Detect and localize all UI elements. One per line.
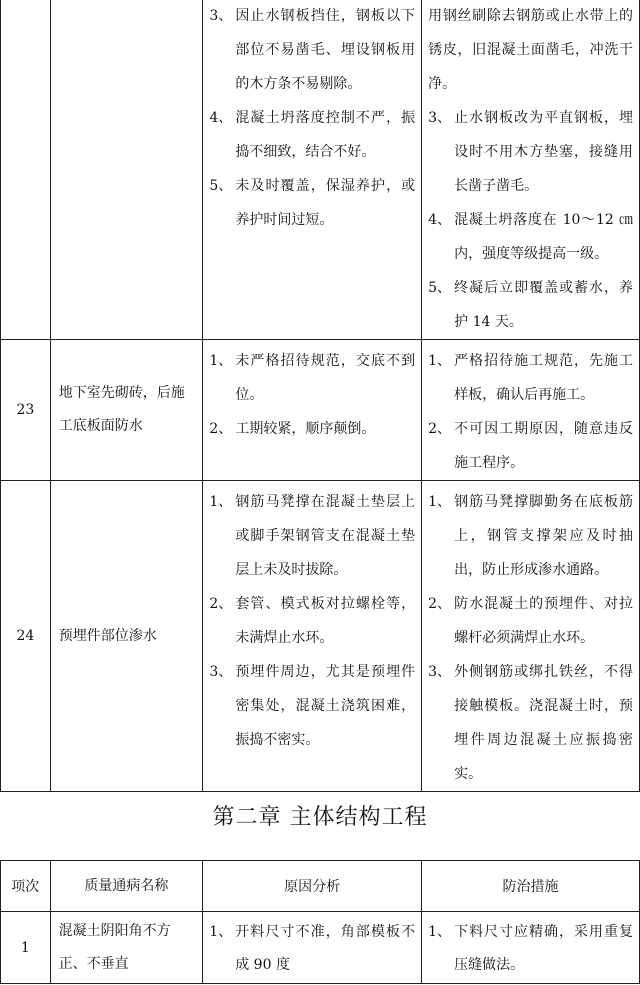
measure-item <box>428 271 633 339</box>
defect-name: 混凝土阴阳角不方正、不垂直 <box>50 912 203 984</box>
chapter-title: 第二章 主体结构工程 <box>212 805 428 830</box>
item-number: 24 <box>1 481 51 792</box>
item-text: 钢筋马凳撑脚勤务在底板筋上，钢管支撑架应及时抽出，防止形成渗水通路。 <box>454 494 633 578</box>
cause-item <box>209 916 415 982</box>
header-no: 项次 <box>1 861 51 912</box>
item-text: 因止水钢板挡住，钢板以下部位不易凿毛、埋设钢板用的木方条不易剔除。 <box>235 8 416 92</box>
item-index: 5、 <box>428 280 452 296</box>
cause-analysis-cell <box>203 0 422 340</box>
item-text: 终凝后立即覆盖或蓄水，养护 14 天。 <box>454 280 633 330</box>
measure-item <box>428 916 633 982</box>
item-index: 4、 <box>428 212 452 228</box>
item-index: 1、 <box>209 924 233 940</box>
item-index: 1、 <box>209 353 233 369</box>
measure-item <box>428 203 633 271</box>
header-name: 质量通病名称 <box>50 861 203 912</box>
item-text: 钢筋马凳撑在混凝土垫层上或脚手架钢管支在混凝土垫层上未及时拔除。 <box>235 494 416 578</box>
cause-item <box>209 655 415 757</box>
item-text: 不可因工期原因，随意违反施工程序。 <box>454 421 633 471</box>
defects-table-chapter2 <box>0 860 640 984</box>
item-index: 5、 <box>209 178 233 194</box>
defect-name: 预埋件部位渗水 <box>50 481 203 792</box>
item-index: 3、 <box>428 110 452 126</box>
item-text: 开料尺寸不准，角部模板不成 90 度 <box>235 924 416 973</box>
item-number: 1 <box>1 912 51 984</box>
item-index: 3、 <box>428 664 452 680</box>
item-text: 防水混凝土的预埋件、对拉螺杆必须满焊止水环。 <box>454 596 633 646</box>
item-index: 3、 <box>209 664 233 680</box>
item-text: 未及时覆盖，保湿养护，或养护时间过短。 <box>235 178 416 228</box>
item-text: 混凝土坍落度在 10～12 ㎝内，强度等级提高一级。 <box>454 212 633 262</box>
cause-item <box>209 344 415 412</box>
item-index: 2、 <box>209 596 233 612</box>
defect-name: 地下室先砌砖，后施工底板面防水 <box>50 340 203 481</box>
measure-item <box>428 412 633 480</box>
measure-item <box>428 101 633 203</box>
cause-item <box>209 101 415 169</box>
item-index: 1、 <box>428 353 452 369</box>
item-index: 1、 <box>428 494 452 510</box>
item-index: 2、 <box>428 421 452 437</box>
cause-analysis-cell <box>203 481 422 792</box>
cause-item <box>209 0 415 101</box>
item-text: 套管、模式板对拉螺栓等，未满焊止水环。 <box>235 596 416 646</box>
header-causes: 原因分析 <box>203 861 422 912</box>
measure-item <box>428 0 633 101</box>
item-number <box>1 0 51 340</box>
measure-item <box>428 655 633 791</box>
measure-item <box>428 344 633 412</box>
item-text: 用钢丝刷除去钢筋或止水带上的锈皮，旧混凝土面凿毛，冲洗干净。 <box>428 8 633 92</box>
item-index: 4、 <box>209 110 233 126</box>
item-text: 预埋件周边，尤其是预埋件密集处，混凝土浇筑困难，振捣不密实。 <box>235 664 416 748</box>
item-index: 2、 <box>428 596 452 612</box>
cause-item <box>209 169 415 237</box>
item-text: 工期较紧，顺序颠倒。 <box>235 421 376 437</box>
cause-item <box>209 412 415 446</box>
cause-item <box>209 485 415 587</box>
prevention-measures-cell <box>422 481 640 792</box>
cause-item <box>209 587 415 655</box>
measure-item <box>428 587 633 655</box>
item-text: 下料尺寸应精确，采用重复压缝做法。 <box>454 924 633 973</box>
item-index: 1、 <box>209 494 233 510</box>
item-number: 23 <box>1 340 51 481</box>
prevention-measures-cell <box>422 340 640 481</box>
table-row <box>1 481 640 792</box>
table-header-row <box>1 861 640 912</box>
item-text: 未严格招待规范，交底不到位。 <box>235 353 416 403</box>
table-row <box>1 912 640 984</box>
measure-item <box>428 485 633 587</box>
item-text: 严格招待施工规范，先施工样板，确认后再施工。 <box>454 353 633 403</box>
item-text: 止水钢板改为平直钢板，埋设时不用木方垫塞，接缝用长凿子凿毛。 <box>454 110 633 194</box>
prevention-measures-cell <box>422 0 640 340</box>
defect-name <box>50 0 203 340</box>
cause-analysis-cell <box>203 340 422 481</box>
header-measures: 防治措施 <box>422 861 640 912</box>
table-row <box>1 0 640 340</box>
item-index: 1、 <box>428 924 451 940</box>
cause-analysis-cell <box>203 912 422 984</box>
item-text: 外侧钢筋或绑扎铁丝，不得接触模板。浇混凝土时，预埋件周边混凝土应振捣密实。 <box>454 664 633 782</box>
item-index: 2、 <box>209 421 233 437</box>
prevention-measures-cell <box>422 912 640 984</box>
table-row <box>1 340 640 481</box>
item-text: 混凝土坍落度控制不严，振捣不细致，结合不好。 <box>235 110 416 160</box>
item-index: 3、 <box>209 8 233 24</box>
